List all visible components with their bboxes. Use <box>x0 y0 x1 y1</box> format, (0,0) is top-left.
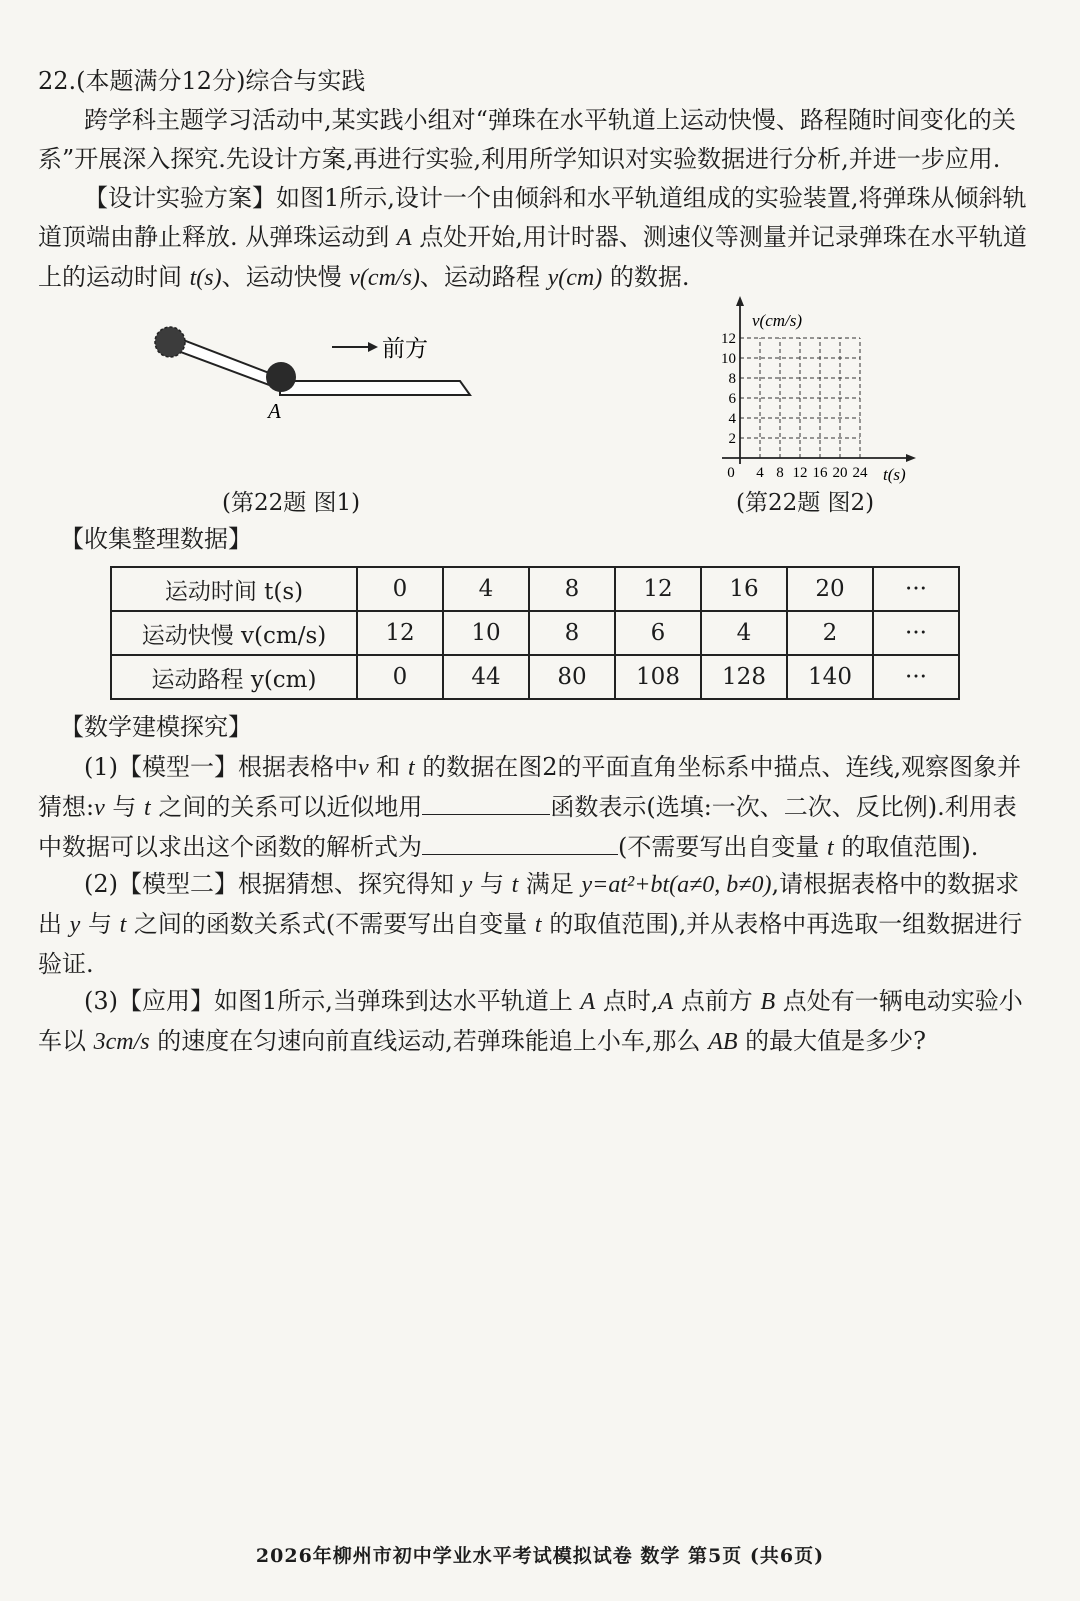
x-tick-label: 8 <box>776 465 784 481</box>
part1-var-v2: v <box>94 795 105 821</box>
part3-text-a: (3)【应用】如图1所示,当弹珠到达水平轨道上 <box>84 987 573 1015</box>
y-axis-label: v(cm/s) <box>752 311 803 330</box>
table-cell: ··· <box>873 655 959 699</box>
x-axis-arrow <box>906 454 916 462</box>
y-tick-label: 10 <box>721 351 736 367</box>
sep2: 、运动路程 <box>419 263 540 291</box>
part3-point-b: B <box>760 989 776 1015</box>
y-tick-label: 12 <box>721 331 736 347</box>
table-row <box>111 567 959 611</box>
part3-text-d: 点处有一辆电动实验小车以 <box>38 987 1023 1055</box>
part1-text-b: 和 <box>376 753 401 781</box>
part2-text-b: 与 <box>479 870 504 898</box>
table-cell: 8 <box>529 611 615 655</box>
model-heading: 【数学建模探究】 <box>60 713 252 741</box>
figure-1-apparatus <box>140 315 490 430</box>
part2-text-a: (2)【模型二】根据猜想、探究得知 <box>84 870 454 898</box>
marble-top <box>155 327 185 357</box>
x-tick-label: 4 <box>756 465 764 481</box>
x-tick-label: 12 <box>792 465 808 481</box>
table-cell: 6 <box>615 611 701 655</box>
data-table <box>110 566 960 700</box>
forward-label: 前方 <box>382 336 428 361</box>
part-3 <box>38 982 1038 1062</box>
part2-text-f: 之间的函数关系式(不需要写出自变量 <box>133 910 528 938</box>
table-cell: 4 <box>701 611 787 655</box>
table-cell: 16 <box>701 567 787 611</box>
part2-formula: y=at²+bt(a≠0, b≠0) <box>581 872 772 898</box>
var-t: t(s) <box>189 265 222 291</box>
part3-text-e: 的速度在匀速向前直线运动,若弹珠能追上小车,那么 <box>157 1027 701 1055</box>
table-cell: 4 <box>443 567 529 611</box>
part1-text-e: 之间的关系可以近似地用 <box>158 793 423 821</box>
part2-text-c: 满足 <box>525 870 574 898</box>
answer-blank-1[interactable] <box>422 788 550 815</box>
x-tick-label: 0 <box>727 465 735 481</box>
y-tick-label: 6 <box>728 391 736 407</box>
design-end: 的数据. <box>609 263 690 291</box>
x-tick-label: 20 <box>832 465 848 481</box>
design-text-b: 点处开始,用计时器、测速仪等测量并记录弹珠在水平轨道上的运动时间 <box>38 223 1027 291</box>
part3-text-b: 点时, <box>602 987 659 1015</box>
part1-var-t2: t <box>144 795 151 821</box>
part1-text-g: (不需要写出自变量 <box>618 833 820 861</box>
table-cell: 108 <box>615 655 701 699</box>
part3-segment-ab: AB <box>708 1029 738 1055</box>
part1-var-v: v <box>358 755 369 781</box>
y-tick-label: 4 <box>728 411 736 427</box>
part3-speed: 3cm/s <box>93 1029 150 1055</box>
table-row-label: 运动时间 t(s) <box>111 567 357 611</box>
table-cell: 2 <box>787 611 873 655</box>
figure-2-caption: (第22题 图2) <box>736 490 875 516</box>
part1-text-d: 与 <box>112 793 137 821</box>
table-cell: 140 <box>787 655 873 699</box>
part2-var-t2: t <box>119 912 127 938</box>
point-a-label: A <box>268 399 281 423</box>
part2-var-t: t <box>511 872 519 898</box>
part3-text-f: 的最大值是多少? <box>745 1027 927 1055</box>
part1-text-a: (1)【模型一】根据表格中 <box>84 753 358 781</box>
part2-var-y2: y <box>69 912 81 938</box>
table-row-label: 运动快慢 v(cm/s) <box>111 611 357 655</box>
sep1: 、运动快慢 <box>221 263 342 291</box>
design-paragraph <box>38 179 1038 298</box>
table-cell: 128 <box>701 655 787 699</box>
part-2 <box>38 865 1038 984</box>
var-v: v(cm/s) <box>349 265 420 291</box>
table-row-label: 运动路程 y(cm) <box>111 655 357 699</box>
part1-text-c: 的数据在图2的平面直角坐标系中描点、连线,观察图象并猜想: <box>38 753 1022 821</box>
table-cell: ··· <box>873 567 959 611</box>
part2-text-d: ,请根据表格中的数据求出 <box>38 870 1020 938</box>
var-y: y(cm) <box>547 265 603 291</box>
table-cell: 0 <box>357 655 443 699</box>
y-tick-label: 8 <box>728 371 736 387</box>
table-cell: 8 <box>529 567 615 611</box>
table-cell: ··· <box>873 611 959 655</box>
part2-var-t3: t <box>534 912 542 938</box>
point-a-ref: A <box>396 225 412 251</box>
marble-at-a <box>266 362 296 392</box>
part2-text-e: 与 <box>87 910 112 938</box>
part-1 <box>38 748 1038 868</box>
forward-arrow-head <box>368 342 378 352</box>
table-cell: 80 <box>529 655 615 699</box>
part3-point-a: A <box>580 989 596 1015</box>
design-label: 【设计实验方案】 <box>84 184 276 212</box>
y-axis-arrow <box>736 296 744 306</box>
part3-text-c: 点前方 <box>680 987 753 1015</box>
part2-var-y: y <box>461 872 473 898</box>
intro-paragraph: 跨学科主题学习活动中,某实践小组对“弹珠在水平轨道上运动快慢、路程随时间变化的关系”开展深入探究.先设计方案,再进行实验,利用所学知识对实验数据进行分析,并进一步应用. <box>38 106 1016 173</box>
x-tick-label: 24 <box>852 465 868 481</box>
design-text-a: 如图1所示,设计一个由倾斜和水平轨道组成的实验装置,将弹珠从倾斜轨道顶端由静止释放. 从弹珠运动到 <box>38 184 1027 251</box>
table-cell: 10 <box>443 611 529 655</box>
collect-heading: 【收集整理数据】 <box>60 525 252 553</box>
part3-point-a2: A <box>658 989 674 1015</box>
part1-text-f: 函数表示(选填:一次、二次、反比例).利用表中数据可以求出这个函数的解析式为 <box>38 793 1017 861</box>
part1-var-t: t <box>407 755 415 781</box>
part2-text-g: 的取值范围),并从表格中再选取一组数据进行验证. <box>38 910 1023 978</box>
horizontal-track <box>280 381 470 395</box>
page-footer: 2026年柳州市初中学业水平考试模拟试卷 数学 第5页 (共6页) <box>255 1545 825 1567</box>
question-heading: 22.(本题满分12分)综合与实践 <box>38 67 366 95</box>
answer-blank-2[interactable] <box>422 828 618 855</box>
figure-2-coordinate-grid <box>700 292 930 492</box>
x-tick-label: 16 <box>812 465 828 481</box>
table-cell: 44 <box>443 655 529 699</box>
table-cell: 12 <box>615 567 701 611</box>
table-row <box>111 655 959 699</box>
y-tick-label: 2 <box>728 431 736 447</box>
x-axis-label: t(s) <box>883 465 906 484</box>
figure-1-caption: (第22题 图1) <box>222 490 361 516</box>
table-cell: 20 <box>787 567 873 611</box>
table-cell: 0 <box>357 567 443 611</box>
part1-var-t3: t <box>827 835 834 861</box>
table-cell: 12 <box>357 611 443 655</box>
table-row <box>111 611 959 655</box>
part1-text-h: 的取值范围). <box>841 833 979 861</box>
